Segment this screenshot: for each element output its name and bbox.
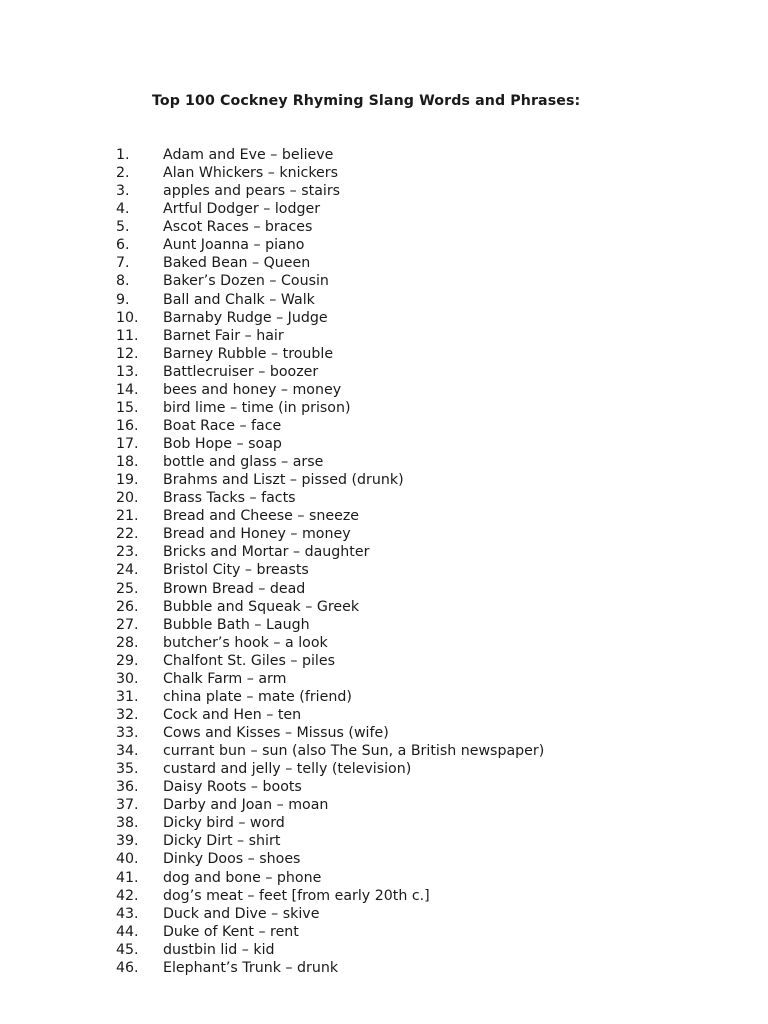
item-number: 15. (116, 399, 139, 416)
item-text: Dicky bird – word (163, 815, 285, 832)
item-text: Battlecruiser – boozer (163, 363, 319, 380)
item-number: 21. (116, 508, 139, 525)
item-text: Chalfont St. Giles – piles (163, 652, 335, 669)
item-text: Barnet Fair – hair (163, 327, 284, 344)
item-text: dog’s meat – feet [from early 20th c.] (163, 887, 430, 904)
item-number: 18. (116, 454, 139, 471)
item-text: butcher’s hook – a look (163, 634, 328, 651)
item-number: 44. (116, 923, 139, 940)
item-number: 22. (116, 526, 139, 543)
item-text: Adam and Eve – believe (163, 147, 334, 163)
item-text: Boat Race – face (163, 417, 282, 434)
item-number: 3. (116, 183, 130, 200)
item-text: Dicky Dirt – shirt (163, 833, 281, 850)
item-number: 19. (116, 472, 139, 489)
item-number: 4. (116, 201, 130, 218)
item-number: 36. (116, 779, 139, 796)
item-number: 46. (116, 959, 139, 976)
item-text: custard and jelly – telly (television) (163, 761, 412, 778)
item-number: 35. (116, 761, 139, 778)
item-number: 34. (116, 743, 139, 760)
item-text: apples and pears – stairs (163, 183, 341, 200)
item-number: 12. (116, 345, 139, 362)
item-number: 43. (116, 905, 139, 922)
item-text: Artful Dodger – lodger (163, 201, 321, 218)
document-title: Top 100 Cockney Rhyming Slang Words and Phrases: (152, 93, 581, 109)
item-text: Cows and Kisses – Missus (wife) (163, 725, 389, 741)
item-text: china plate – mate (friend) (163, 688, 352, 705)
item-number: 16. (116, 417, 139, 434)
item-number: 45. (116, 941, 139, 958)
item-text: Cock and Hen – ten (163, 706, 302, 723)
item-text: bottle and glass – arse (163, 454, 324, 471)
item-text: Dinky Doos – shoes (163, 851, 301, 868)
item-number: 27. (116, 616, 139, 633)
item-number: 41. (116, 869, 139, 886)
item-text: Bristol City – breasts (163, 562, 309, 579)
item-text: Elephant’s Trunk – drunk (163, 959, 339, 976)
item-number: 32. (116, 706, 139, 723)
item-number: 6. (116, 237, 130, 254)
item-text: Bob Hope – soap (163, 436, 282, 452)
item-text: Barney Rubble – trouble (163, 345, 334, 362)
item-text: Ascot Races – braces (163, 219, 313, 236)
item-text: dog and bone – phone (163, 869, 322, 886)
item-text: Brass Tacks – facts (163, 490, 296, 507)
item-text: bees and honey – money (163, 381, 342, 398)
item-text: Bubble Bath – Laugh (163, 616, 310, 633)
item-text: Ball and Chalk – Walk (163, 291, 315, 308)
item-number: 29. (116, 652, 139, 669)
item-text: dustbin lid – kid (163, 941, 275, 958)
item-text: Aunt Joanna – piano (163, 237, 305, 254)
item-number: 1. (116, 147, 130, 163)
item-number: 13. (116, 363, 139, 380)
item-number: 42. (116, 887, 139, 904)
item-number: 17. (116, 436, 139, 452)
item-number: 26. (116, 598, 139, 615)
item-number: 38. (116, 815, 139, 832)
item-text: Bricks and Mortar – daughter (163, 544, 370, 561)
item-text: currant bun – sun (also The Sun, a British newspaper) (163, 743, 545, 760)
item-number: 23. (116, 544, 139, 561)
item-text: Brown Bread – dead (163, 580, 306, 597)
item-number: 25. (116, 580, 139, 597)
item-number: 14. (116, 381, 139, 398)
item-number: 33. (116, 725, 139, 741)
item-text: Daisy Roots – boots (163, 779, 302, 796)
item-number: 9. (116, 291, 130, 308)
item-number: 28. (116, 634, 139, 651)
item-number: 39. (116, 833, 139, 850)
item-number: 7. (116, 255, 130, 272)
item-number: 20. (116, 490, 139, 507)
item-number: 31. (116, 688, 139, 705)
item-number: 10. (116, 309, 139, 326)
item-number: 40. (116, 851, 139, 868)
item-text: Barnaby Rudge – Judge (163, 309, 328, 326)
item-number: 37. (116, 797, 139, 814)
item-text: Bread and Honey – money (163, 526, 351, 543)
item-text: Darby and Joan – moan (163, 797, 329, 814)
item-number: 5. (116, 219, 130, 236)
item-text: Baked Bean – Queen (163, 255, 311, 272)
item-text: Duck and Dive – skive (163, 905, 320, 922)
item-number: 8. (116, 273, 130, 290)
item-text: bird lime – time (in prison) (163, 399, 351, 416)
item-text: Baker’s Dozen – Cousin (163, 273, 329, 290)
item-number: 2. (116, 165, 130, 182)
item-text: Brahms and Liszt – pissed (drunk) (163, 472, 404, 489)
item-number: 11. (116, 327, 139, 344)
item-text: Alan Whickers – knickers (163, 165, 338, 182)
item-text: Duke of Kent – rent (163, 923, 299, 940)
item-number: 24. (116, 562, 139, 579)
item-text: Bubble and Squeak – Greek (163, 598, 360, 615)
item-text: Bread and Cheese – sneeze (163, 508, 359, 525)
item-number: 30. (116, 670, 139, 687)
item-text: Chalk Farm – arm (163, 670, 287, 687)
